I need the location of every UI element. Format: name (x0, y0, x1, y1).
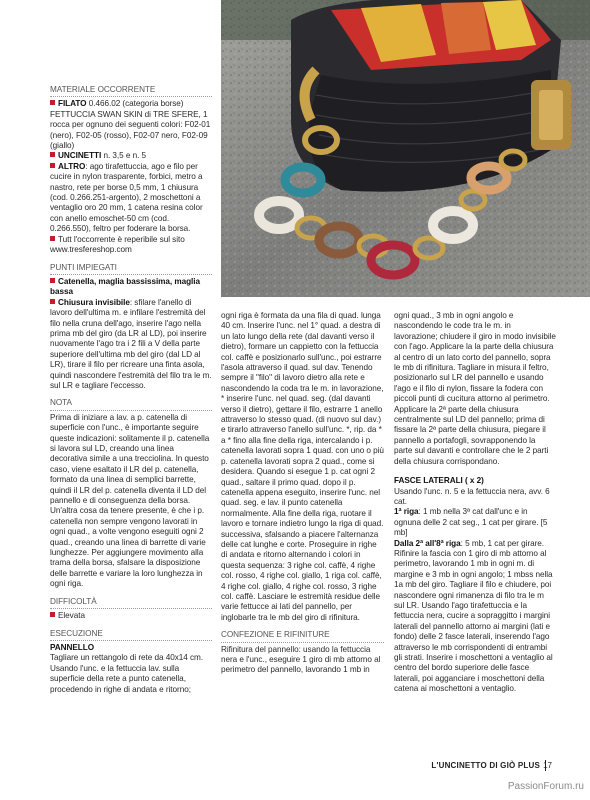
uncinetti-label: UNCINETTI (58, 151, 102, 161)
confezione-heading: CONFEZIONE E RIFINITURE (221, 630, 330, 640)
bullet-square-icon (50, 278, 55, 283)
divider (50, 410, 212, 411)
divider (50, 96, 212, 97)
divider (50, 640, 212, 641)
pannello-text: Tagliare un rettangolo di rete da 40x14 cm. Usando l'unc. e la fettuccia lav. sulla superficie della rete a punto catenella, procedendo in righe di andata e ritorno; (50, 653, 204, 694)
riga-2-text: : 5 mb, 1 cat per girare. Rifinire la fascia con 1 giro di mb attorno al perimetro, lavorando 1 mb in ogni m. di margine e 3 mb in ogni angolo; 1 mbss nella 1a mb del giro. Tagliare il filo e chiudere, poi nascondere ogni rimanenza di filo tra le m sul LR. Usando l'ago tirafettuccia e la fettuccia nera, cucire a sopraggitto i margini laterali del pannello attorno ai margini (lati e fondo) delle 2 fasce laterali, inserendo l'ago attraverso le mb corrispondenti di entrambi gli strati. Inserire i moschettoni a ventaglio al centro del bordo superiore delle fasce laterali, poi agganciare i moschettoni della catena ai moschettoni a ventaglio. (394, 538, 553, 694)
riga-2-paragraph (394, 539, 556, 695)
bullet-square-icon (50, 163, 55, 168)
nota-heading: NOTA (50, 398, 72, 408)
bullet-square-icon (50, 236, 55, 241)
riga-1-paragraph (394, 507, 556, 538)
fasce-intro: Usando l'unc. n. 5 e la fettuccia nera, avv. 6 cat. (394, 486, 550, 506)
confezione-text: Rifinitura del pannello: usando la fettuccia nera e l'unc., eseguire 1 giro di mb attorno al perimetro del pannello, lavorando 1 mb in (221, 644, 381, 675)
column-2 (221, 311, 384, 676)
divider (50, 274, 212, 275)
filato-text: 0.466.02 (categoria borse) FETTUCCIA SWAN SKIN di TRE SFERE, 1 rocca per ognuno dei seguenti colori: F02-01 (nero), F02-05 (rosso), F02-07 nero, F02-09 (giallo) (50, 99, 211, 151)
watermark: PassionForum.ru (507, 781, 584, 792)
filato-label: FILATO (58, 99, 87, 109)
riga-2-label: Dalla 2ª all'8ª riga (394, 538, 461, 548)
bullet-square-icon (50, 299, 55, 304)
uncinetti-paragraph (50, 151, 212, 161)
altro-text: : ago tirafettuccia, ago e filo per cucire in nylon trasparente, forbici, metro a nastro, rete per borse 0,5 mm, 1 chiusura (cod. 0.266.251-argento), 2 moschettoni a ventaglio oro 20 mm, 1 catena resina color con anello emoschet-50 cm (cod. 0.266.550), feltro per foderare la borsa. (50, 161, 203, 234)
nota-text: Prima di iniziare a lav. a p. catenella di superficie con l'unc., è importante seguire queste indicazioni: solitamente il p. catenella si lavora sul LD, creando una linea decorativa simile a una trecciolina. In questo caso, viene esaltato il LR del p. catenella, formato da una linea di semplici barrette, quindi il LR del p. catenella diventa il LD del pannello e di conseguenza della borsa. Un'altra cosa da tenere presente, è che i p. catenella non sempre vengono lavorati in ogni quad., a volte vengono eseguiti ogni 2 quad., creando una linea di barrette di varie lunghezze. Per aggiungere movimento alla trama della borsa, sfalsare la disposizione delle barrette e variare la loro lunghezza in ogni riga. (50, 412, 210, 589)
filato-paragraph (50, 99, 212, 151)
punto-1-label: Catenella, maglia bassissima, maglia bassa (50, 276, 201, 297)
punto-1-paragraph (50, 277, 212, 298)
difficolta-value: Elevata (58, 611, 85, 621)
divider (50, 608, 212, 609)
difficolta-heading: DIFFICOLTÀ (50, 596, 97, 606)
column-1 (50, 85, 212, 695)
divider (221, 642, 384, 643)
altro-label: ALTRO (58, 161, 86, 171)
uncinetti-text: n. 3,5 e n. 5 (101, 151, 147, 161)
magazine-name: L'UNCINETTO DI GIÒ PLUS (431, 761, 540, 770)
materials-heading: MATERIALE OCCORRENTE (50, 85, 156, 94)
chiusura-text: : sfilare l'anello di lavoro dell'ultima m. e infilare l'estremità del filo nella cruna dell'ago, inserire l'ago nella prima mb del giro (da LR al LD), poi inserire nuovamente l'ago tra i 2 fili a V della parte superiore dell'ultima mb del giro (dal LD al LR), tirare il filo per ricreare una finta asola, quindi nascondere l'estremità del filo tra le m. sul LR e tagliare l'eccesso. (50, 297, 212, 390)
bullet-square-icon (50, 152, 55, 157)
chiusura-label: Chiusura invisibile (58, 297, 130, 307)
bullet-square-icon (50, 612, 55, 617)
col3-body-text: ogni quad., 3 mb in ogni angolo e nascondendo le code tra le m. in lavorazione; chiudere il giro in modo invisibile con l'ago. Applicare la la parte della chiusura al centro di un lato corto del pannello, sopra le mb di rifinitura. Tagliare in misura il feltro, posizionarlo sul LR del pannello e usando l'ago e il filo di nylon, fissare la fodera con piccoli punti di cucitura attorno al perimetro. Applicare la 2ª parte della chiusura centralmente sul LD del pannello; prima di fissare la 2ª parte della chiusura, piegare il pannello a portafogli, sovrapponendo la parte sul davanti e controllare che le 2 parti della chiusura corrispondano. (394, 311, 556, 466)
punti-heading: PUNTI IMPIEGATI (50, 262, 117, 272)
esecuzione-heading: ESECUZIONE (50, 628, 103, 638)
bullet-square-icon (50, 100, 55, 105)
page-number: 17 (543, 761, 552, 770)
column-3 (394, 311, 556, 695)
chiusura-paragraph (50, 298, 212, 392)
page-footer (400, 760, 560, 774)
riga-1-label: 1ª riga (394, 507, 419, 517)
supplier-text: Tutt l'occorrente è reperibile sul sito www.tresfereshop.com (50, 234, 185, 255)
riga-1-text: : 1 mb nella 3ª cat dall'unc e in ognuna delle 2 cat seg., 1 cat per girare. [5 mb] (394, 507, 548, 538)
product-photo (221, 0, 590, 297)
bag-photo-illustration (221, 0, 590, 297)
altro-paragraph (50, 162, 212, 235)
pannello-heading: PANNELLO (50, 642, 95, 652)
difficolta-paragraph (50, 611, 212, 621)
fasce-heading: FASCE LATERALI ( x 2) (394, 476, 484, 486)
supplier-paragraph (50, 235, 212, 256)
col2-body-text: ogni riga è formata da una fila di quad. lunga 40 cm. Inserire l'unc. nel 1° quad. a destra di un lato lungo della rete (dal davanti verso il dietro), formare un cappietto con la fettuccia col. caffè e posizionarlo sull'unc., poi estrarre l'asola attraverso il quad. sul dav. Tenendo sempre il "filo" di lavoro dietro alla rete e nascondendo la coda tra le m. in lavorazione, * inserire l'unc. nel quad. seg. (dal davanti verso il dietro), gettare il filo, estrarre 1 anello attraverso lo stesso quad. (di nuovo sul dav.) e tirarlo attraverso l'anello sull'unc. *, rip. da * a * fino alla fine della riga, intercalando i p. catenella lavorati sopra 1 quad. con uno o più p. catenella lavorati sopra 2 quad., come si desidera. Quando si esegue 1 p. cat ogni 2 quad., saltare il primo quad. dopo il p. catenella appena eseguito, inserire l'unc. nel quad. seg. e lav. il punto catenella normalmente. Alla fine della riga, ruotare il lavoro e tornare indietro lungo la riga di quad. successiva, sfalsando a piacere l'alternanza delle cat lunghe e corte. Proseguire in righe di andata e ritorno alternando i colori in questa sequenza: 3 righe col. caffè, 4 righe col. rosso, 4 righe col. giallo, 1 riga col. caffè, 4 righe col. giallo, 4 righe col. rosso, 3 righe col. caffè. Lasciare le estremità residue delle varie fettucce ai lati del pannello, per inglobarle tra le mb del giro di rifinitura. (221, 311, 384, 622)
